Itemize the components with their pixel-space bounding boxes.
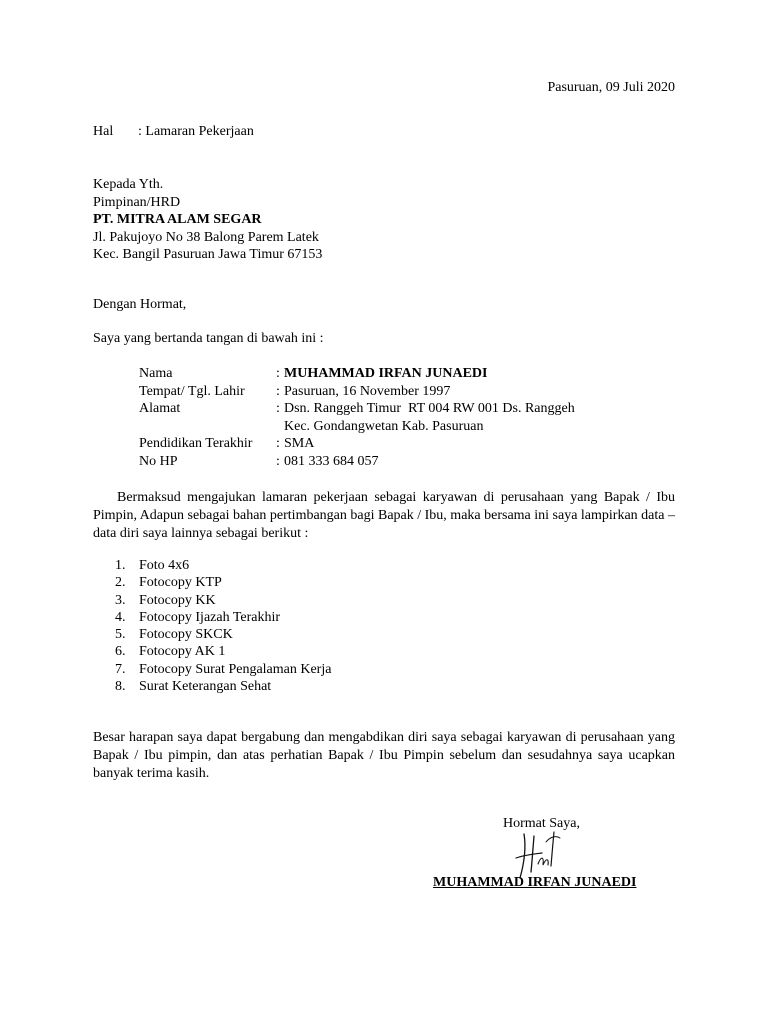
list-number: 2. [115,575,126,591]
list-text: Surat Keterangan Sehat [139,679,272,695]
detail-row-address [139,400,575,435]
detail-colon: : [276,453,280,469]
detail-label: Tempat/ Tgl. Lahir [139,383,245,399]
detail-label: No HP [139,453,178,469]
detail-colon: : [276,366,280,381]
detail-label: Alamat [139,401,181,416]
list-item [93,678,331,695]
list-text: Fotocopy AK 1 [139,644,226,660]
list-text: Fotocopy KK [139,592,216,608]
subject-value: : Lamaran Pekerjaan [138,124,254,139]
detail-row-education [139,435,575,453]
list-number: 6. [115,644,126,660]
list-item [93,557,331,574]
attachment-list [93,557,331,695]
closing: Hormat Saya, [503,816,580,831]
detail-value-education: SMA [284,436,315,451]
detail-row-phone [139,453,575,471]
list-text: Foto 4x6 [139,558,190,573]
address-line-1: Dsn. Ranggeh Timur RT 004 RW 001 Ds. Ranggeh [284,401,575,416]
recipient-line-2: Pimpinan/HRD [93,194,181,210]
recipient-address-1: Jl. Pakujoyo No 38 Balong Parem Latek [93,229,319,245]
recipient-company: PT. MITRA ALAM SEGAR [93,212,262,227]
detail-label: Pendidikan Terakhir [139,436,253,451]
list-number: 7. [115,661,126,677]
detail-label: Nama [139,366,173,381]
subject-label: Hal [93,124,114,139]
detail-value-birth: Pasuruan, 16 November 1997 [284,383,451,399]
body-paragraph-2: Besar harapan saya dapat bergabung dan mengabdikan diri saya sebagai karyawan di perusahaan yang Bapak / Ibu pimpin, dan atas perhatian Bapak / Ibu Pimpin sebelum dan sesudahnya saya ucapkan banyak terima kasih. [93,730,675,781]
address-line-2: Kec. Gondangwetan Kab. Pasuruan [284,418,484,434]
list-number: 5. [115,627,126,643]
detail-value-address [284,400,575,435]
detail-row-name [139,365,575,383]
list-number: 3. [115,592,126,608]
list-item [93,626,331,643]
list-item [93,574,331,591]
detail-colon: : [276,383,280,399]
list-number: 8. [115,679,126,695]
intro-text: Saya yang bertanda tangan di bawah ini : [93,331,324,346]
list-number: 4. [115,609,126,625]
list-item [93,643,331,660]
list-item [93,661,331,678]
signer-name: MUHAMMAD IRFAN JUNAEDI [433,875,637,890]
detail-colon: : [276,401,280,416]
place-date: Pasuruan, 09 Juli 2020 [547,80,675,95]
recipient-line-1: Kepada Yth. [93,177,164,192]
detail-colon: : [276,436,280,451]
salutation: Dengan Hormat, [93,297,187,312]
list-item [93,592,331,609]
recipient-block [93,176,322,264]
list-text: Fotocopy SKCK [139,627,233,643]
list-text: Fotocopy KTP [139,575,222,591]
list-text: Fotocopy Surat Pengalaman Kerja [139,661,332,677]
detail-value-phone: 081 333 684 057 [284,453,379,469]
list-text: Fotocopy Ijazah Terakhir [139,609,281,625]
applicant-details [139,365,575,470]
detail-row-birth [139,383,575,401]
recipient-address-2: Kec. Bangil Pasuruan Jawa Timur 67153 [93,247,323,262]
detail-value-name: MUHAMMAD IRFAN JUNAEDI [284,366,488,381]
list-item [93,609,331,626]
body-paragraph-1: Bermaksud mengajukan lamaran pekerjaan sebagai karyawan di perusahaan yang Bapak / Ibu Pimpin, Adapun sebagai bahan pertimbangan bagi Bapak / Ibu, maka bersama ini saya lampirkan data – data diri saya lainnya sebagai berikut : [93,490,675,541]
list-number: 1. [115,558,126,573]
